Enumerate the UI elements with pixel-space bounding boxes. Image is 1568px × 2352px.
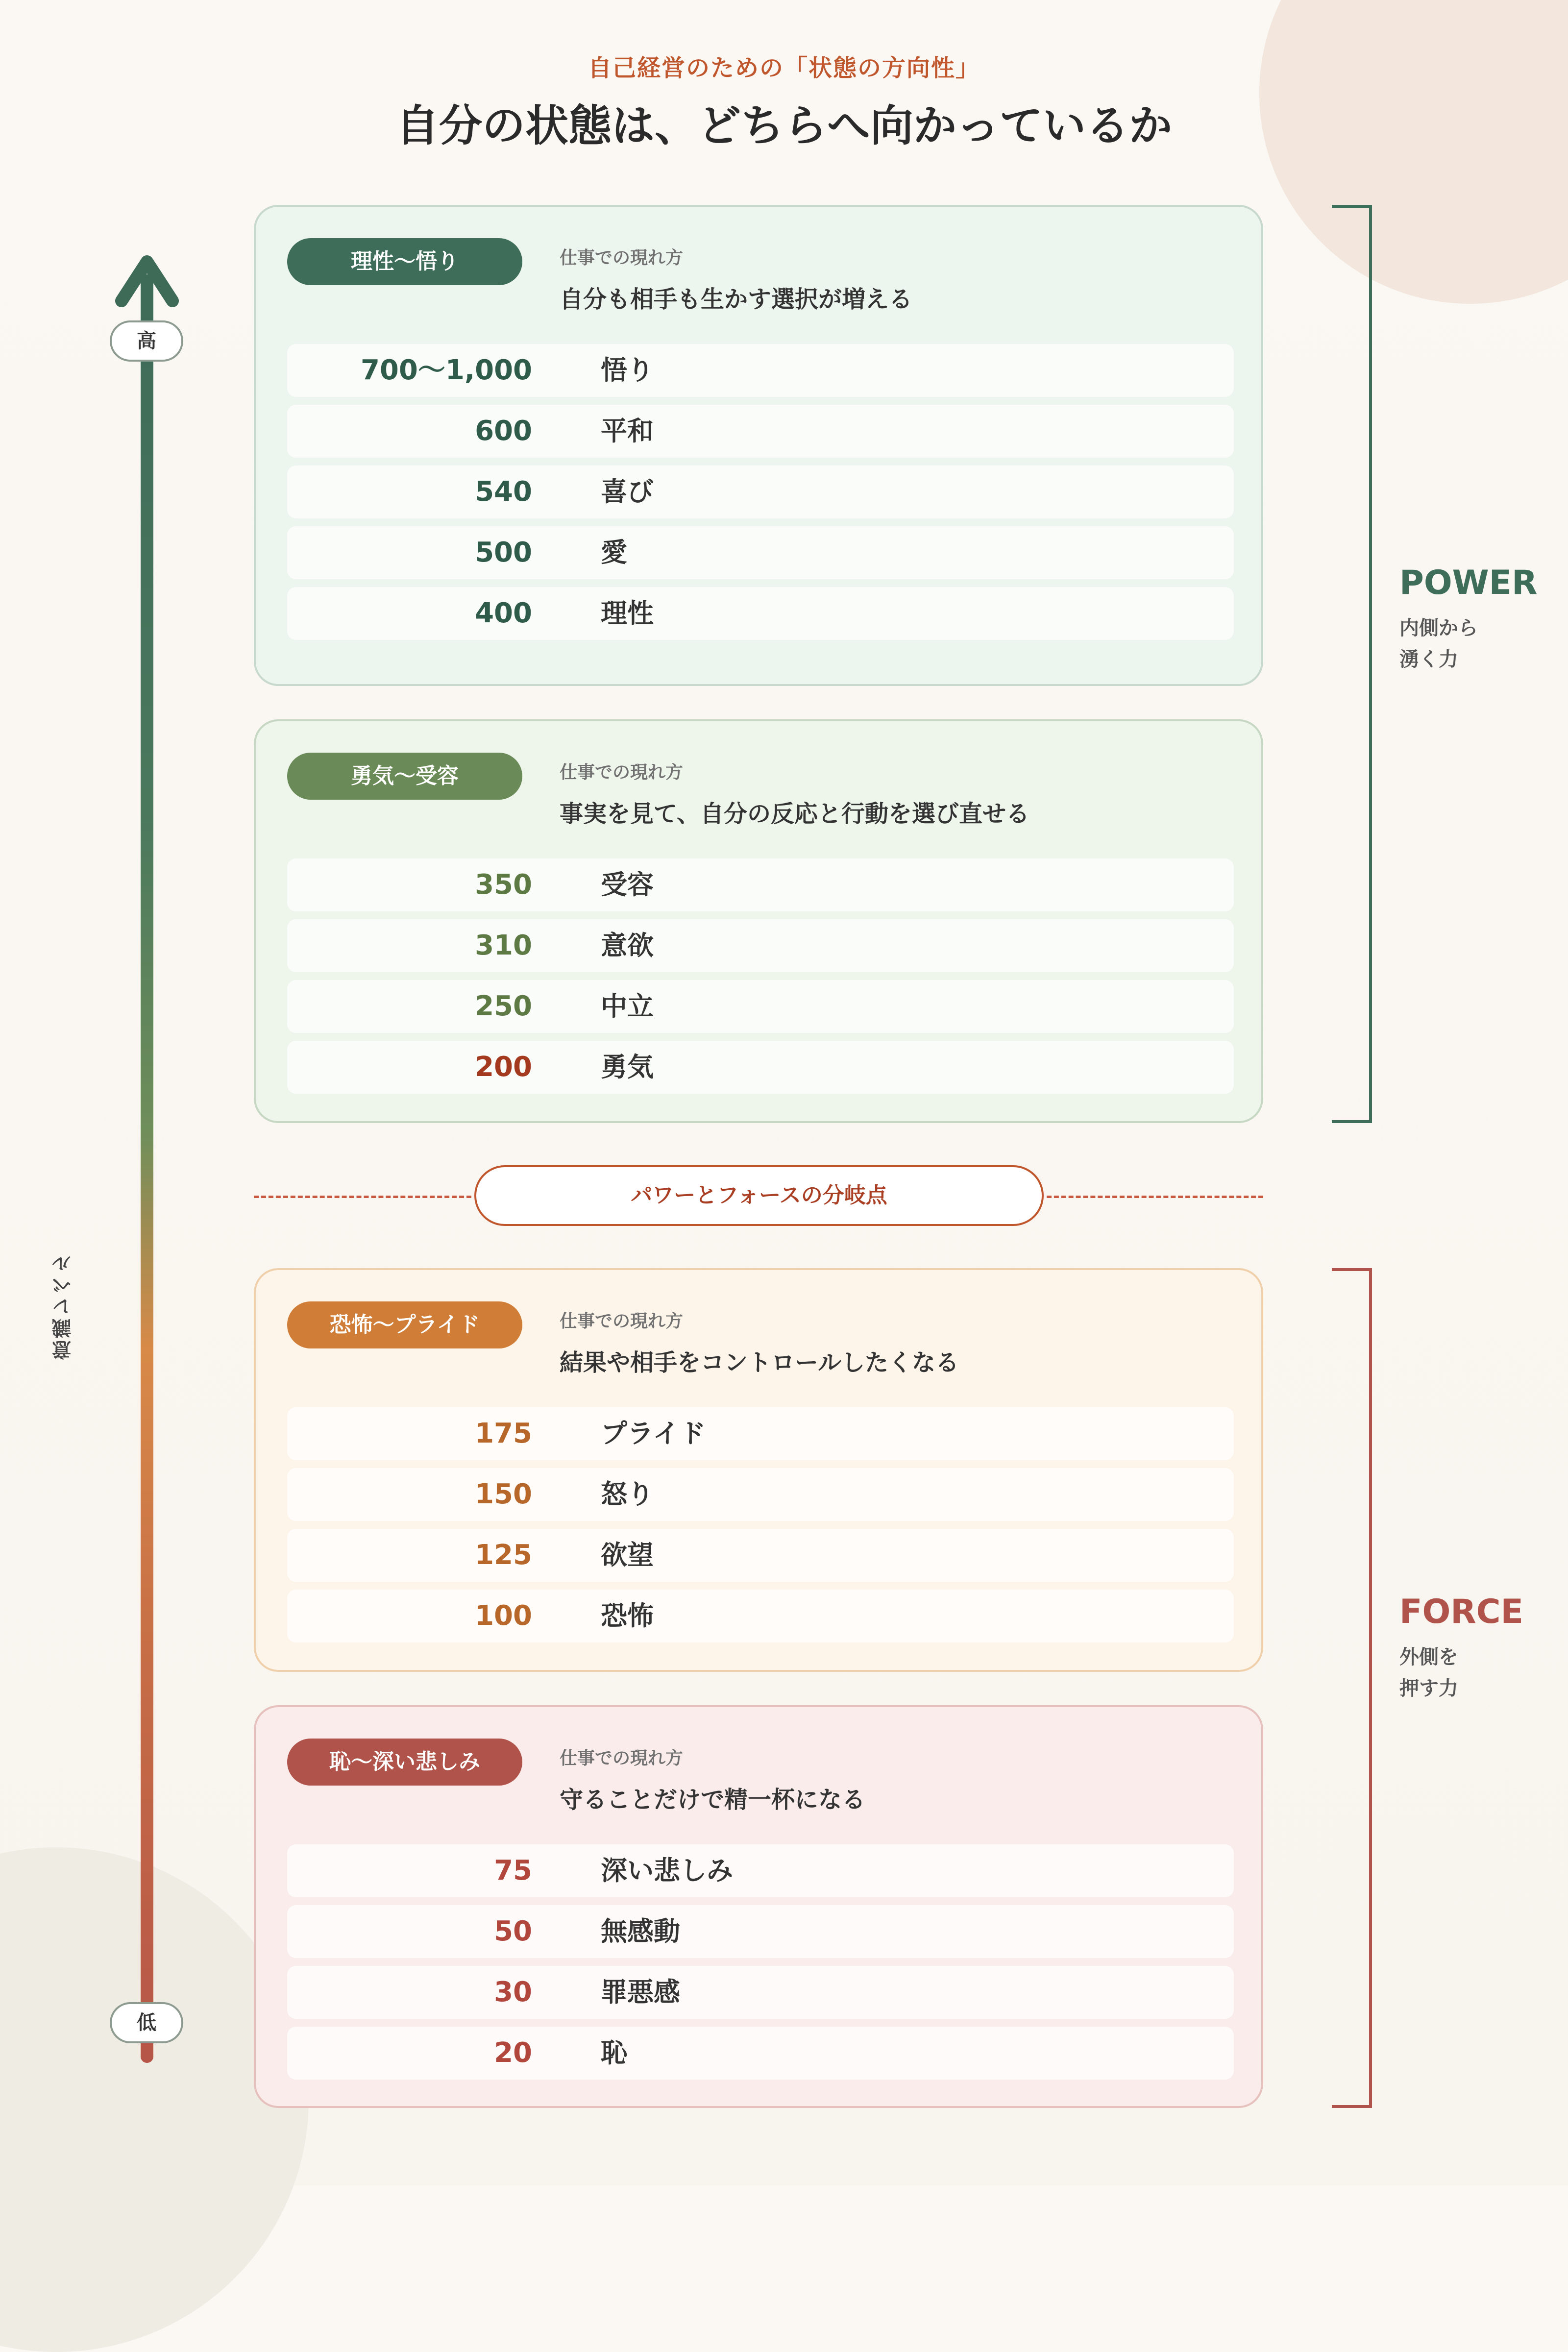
level-value: 100 — [475, 1600, 532, 1632]
level-row — [287, 919, 1234, 972]
level-value: 75 — [494, 1855, 532, 1886]
level-row — [287, 405, 1234, 458]
level-value: 30 — [494, 1976, 532, 2008]
level-row — [287, 344, 1234, 397]
work-caption: 仕事での現れ方 — [560, 1311, 684, 1331]
level-value: 175 — [475, 1418, 532, 1449]
level-label: 中立 — [601, 991, 654, 1022]
force-title: FORCE — [1399, 1592, 1523, 1631]
level-label: 勇気 — [601, 1052, 654, 1082]
level-value: 400 — [475, 597, 532, 629]
force-subtitle-line1: 外側を — [1399, 1646, 1458, 1668]
level-row — [287, 1529, 1234, 1582]
level-label: 無感動 — [601, 1916, 680, 1947]
section-tag: 理性〜悟り — [287, 238, 522, 285]
level-label: 受容 — [601, 869, 654, 900]
work-caption: 仕事での現れ方 — [560, 248, 684, 268]
header — [0, 49, 1568, 153]
work-description: 結果や相手をコントロールしたくなる — [560, 1349, 959, 1376]
level-label: 恐怖 — [601, 1600, 654, 1631]
power-title: POWER — [1399, 564, 1538, 602]
section-card-shame-grief — [254, 1705, 1263, 2108]
level-label: 平和 — [601, 416, 654, 446]
level-row — [287, 526, 1234, 579]
axis-high-label: 高 — [110, 320, 183, 362]
level-value: 125 — [475, 1539, 532, 1571]
level-row — [287, 2027, 1234, 2080]
level-label: 深い悲しみ — [601, 1855, 733, 1886]
level-label: 罪悪感 — [601, 1977, 680, 2008]
level-row — [287, 1844, 1234, 1897]
level-value: 350 — [475, 869, 532, 901]
power-force-divider: パワーとフォースの分岐点 — [474, 1165, 1044, 1226]
power-subtitle-line1: 内側から — [1399, 617, 1478, 639]
level-row — [287, 980, 1234, 1033]
work-description: 事実を見て、自分の反応と行動を選び直せる — [560, 800, 1030, 828]
level-row — [287, 1468, 1234, 1521]
section-card-fear-pride — [254, 1268, 1263, 1672]
work-caption: 仕事での現れ方 — [560, 1748, 684, 1768]
level-row — [287, 1966, 1234, 2019]
level-row — [287, 858, 1234, 911]
force-subtitle-line2: 押す力 — [1399, 1677, 1458, 1700]
level-label: 喜び — [601, 476, 654, 507]
level-label: 恥 — [601, 2037, 627, 2068]
section-tag: 勇気〜受容 — [287, 753, 522, 800]
divider-dash-left — [254, 1196, 471, 1198]
level-row — [287, 1041, 1234, 1094]
work-description: 自分も相手も生かす選択が増える — [560, 286, 913, 313]
arrow-up-icon — [114, 250, 180, 309]
level-value: 500 — [475, 537, 532, 568]
level-value: 700〜1,000 — [360, 354, 532, 386]
level-row — [287, 466, 1234, 518]
level-label: 理性 — [601, 598, 654, 629]
level-value: 200 — [475, 1051, 532, 1083]
consciousness-axis — [141, 274, 153, 2063]
section-card-courage-acceptance — [254, 719, 1263, 1123]
level-value: 250 — [475, 990, 532, 1022]
level-label: プライド — [601, 1418, 706, 1449]
power-subtitle-line2: 湧く力 — [1399, 648, 1458, 671]
level-row — [287, 1590, 1234, 1642]
level-label: 愛 — [601, 537, 627, 568]
level-value: 600 — [475, 415, 532, 447]
level-label: 怒り — [601, 1479, 654, 1510]
force-bracket — [1332, 1268, 1372, 2108]
level-value: 20 — [494, 2037, 532, 2069]
work-caption: 仕事での現れ方 — [560, 762, 684, 783]
divider-dash-right — [1047, 1196, 1263, 1198]
level-value: 310 — [475, 930, 532, 961]
level-row — [287, 587, 1234, 640]
level-row — [287, 1905, 1234, 1958]
section-card-reason-enlightenment — [254, 205, 1263, 686]
level-row — [287, 1407, 1234, 1460]
level-value: 150 — [475, 1478, 532, 1510]
level-label: 意欲 — [601, 930, 654, 961]
section-tag: 恥〜深い悲しみ — [287, 1739, 522, 1786]
axis-title: 意識レベル — [52, 1252, 74, 1360]
axis-low-label: 低 — [110, 2002, 183, 2043]
page-title: 自分の状態は、どちらへ向かっているか — [395, 100, 1172, 151]
level-label: 欲望 — [601, 1540, 654, 1570]
work-description: 守ることだけで精一杯になる — [560, 1786, 866, 1813]
power-bracket — [1332, 205, 1372, 1123]
section-tag: 恐怖〜プライド — [287, 1301, 522, 1348]
level-label: 悟り — [601, 355, 654, 386]
level-value: 50 — [494, 1915, 532, 1947]
level-value: 540 — [475, 476, 532, 508]
page-subtitle: 自己経営のための「状態の方向性」 — [588, 54, 980, 82]
